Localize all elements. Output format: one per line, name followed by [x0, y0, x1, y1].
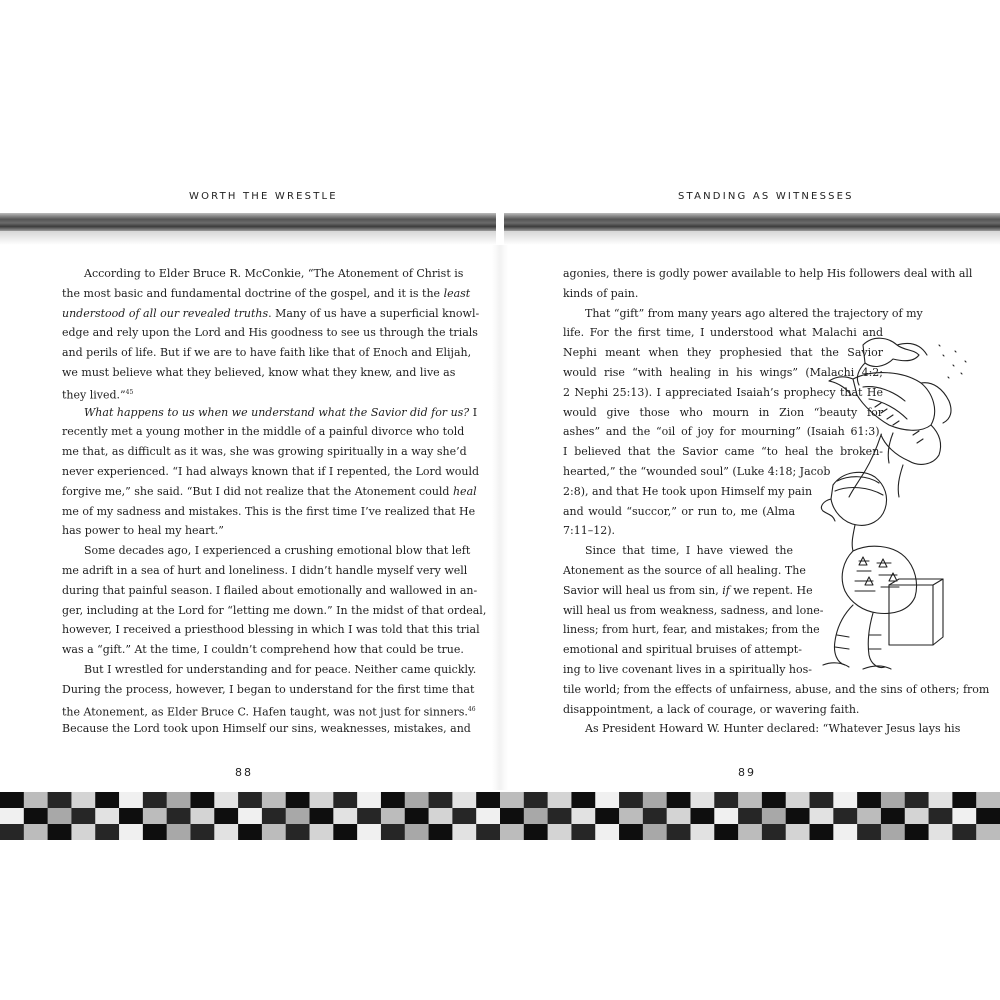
text-run: would give those who mourn in Zion “beauty for [563, 405, 883, 419]
checker-tile [524, 824, 548, 840]
checker-tile [881, 792, 905, 809]
checker-tile [690, 792, 714, 809]
text-run: during that painful season. I flailed about emotionally and wallowed in an- [62, 583, 478, 597]
checker-tile [857, 824, 881, 840]
checker-tile [143, 808, 167, 825]
text-run: will heal us from weakness, sadness, and lone- [563, 603, 824, 617]
checker-tile [714, 808, 738, 825]
checker-tile [190, 824, 214, 840]
checker-tile [214, 824, 238, 840]
checker-tile [24, 808, 48, 825]
text-run: me of my sadness and mistakes. This is the first time I’ve realized that He [62, 504, 476, 518]
checker-tile [833, 792, 857, 809]
checker-tile [452, 792, 476, 809]
checker-tile [286, 824, 310, 840]
checker-tile [643, 808, 667, 825]
text-run: me adrift in a sea of hurt and loneliness. I didn’t handle myself very well [62, 564, 468, 577]
text-run: however, I received a priesthood blessing in which I was told that this trial [62, 623, 480, 637]
checker-tile [262, 824, 286, 840]
checker-tile [476, 824, 500, 840]
checker-tile [738, 792, 762, 809]
checker-tile [357, 808, 381, 825]
checker-tile [119, 808, 143, 825]
checker-tile [333, 808, 357, 825]
rule-shadow-right [504, 231, 1000, 245]
text-run: 7:11–12). [563, 524, 615, 538]
checker-tile [333, 824, 357, 840]
checker-tile [857, 808, 881, 825]
text-run: As President Howard W. Hunter declared: “Whatever Jesus lays his [585, 722, 961, 736]
checker-tile [714, 824, 738, 840]
text-line [563, 266, 973, 281]
text-run: they lived.” [62, 388, 126, 402]
text-run: Because the Lord took upon Himself our sins, weaknesses, mistakes, and [62, 722, 471, 736]
text-run: Some decades ago, I experienced a crushing emotional blow that left [84, 544, 471, 558]
checker-tile [619, 824, 643, 840]
checker-tile [976, 792, 1000, 809]
checker-tile [857, 792, 881, 809]
text-line [563, 286, 937, 301]
checker-tile [429, 792, 453, 809]
footnote-ref: 46 [467, 705, 476, 713]
checker-tile [643, 792, 667, 809]
header-right: STANDING AS WITNESSES [678, 191, 854, 202]
checker-tile [429, 824, 453, 840]
checker-tile [952, 808, 976, 825]
text-line [62, 464, 480, 479]
text-line [62, 385, 440, 403]
text-run: the Atonement, as Elder Bruce C. Hafen taught, was not just for sinners. [62, 705, 468, 719]
checker-tile [762, 824, 786, 840]
checker-tile [214, 808, 238, 825]
text-run: has power to heal my heart.” [62, 524, 224, 538]
checker-tile [833, 808, 857, 825]
text-line [62, 583, 478, 598]
checker-tile [548, 792, 572, 809]
checker-tile [238, 808, 262, 825]
text-run: ashes” and the “oil of joy for mourning” (Isaiah 61:3). [563, 425, 883, 439]
checker-tile [167, 824, 191, 840]
text-line [62, 563, 468, 578]
text-run: 2 Nephi 25:13). I appreciated Isaiah’s prophecy that He [563, 385, 883, 399]
header-rule-right [504, 213, 1000, 231]
text-line [62, 444, 467, 459]
footnote-ref: 45 [125, 388, 134, 396]
text-line [563, 662, 813, 677]
checker-tile [71, 824, 95, 840]
text-run: recently met a young mother in the middle of a painful divorce who told [62, 425, 465, 439]
checker-tile [929, 824, 953, 840]
checker-tile [476, 808, 500, 825]
text-line [563, 464, 831, 479]
checker-tile [476, 792, 500, 809]
checker-tile [95, 808, 119, 825]
text-run: and perils of life. But if we are to have faith like that of Enoch and Elijah, [62, 346, 472, 360]
text-run: tile world; from the effects of unfairness, abuse, and the sins of others; from [563, 682, 990, 696]
checker-tile [48, 792, 72, 809]
checker-tile [762, 792, 786, 809]
checker-tile [262, 792, 286, 809]
text-line [62, 702, 476, 720]
text-run: I [469, 405, 478, 419]
checker-tile [571, 792, 595, 809]
text-run: was a “gift.” At the time, I couldn’t comprehend how that could be true. [62, 643, 464, 657]
checker-tile [119, 792, 143, 809]
text-run: But I wrestled for understanding and for peace. Neither came quickly. [84, 663, 477, 676]
checker-tile [810, 824, 834, 840]
text-line [563, 504, 795, 519]
text-run: ger, including at the Lord for “letting me down.” In the midst of that ordeal, [62, 603, 487, 617]
text-run: Savior will heal us from sin, [563, 583, 723, 597]
checker-tile [95, 824, 119, 840]
checker-tile [357, 824, 381, 840]
text-line [62, 682, 475, 697]
checker-tile [190, 792, 214, 809]
text-run: and would “succor,” or run to, me (Alma [563, 504, 795, 518]
checker-tile [333, 792, 357, 809]
text-line [62, 266, 464, 281]
checker-tile [143, 792, 167, 809]
text-line [563, 523, 795, 538]
checker-tile [690, 824, 714, 840]
checker-tile [381, 824, 405, 840]
text-run: emotional and spiritual bruises of attempt- [563, 643, 802, 657]
checker-tile [595, 824, 619, 840]
text-run: That “gift” from many years ago altered the trajectory of my [585, 306, 923, 320]
checker-tile [524, 808, 548, 825]
text-run: ing to live covenant lives in a spiritually hos- [563, 663, 813, 676]
checker-tile [500, 808, 524, 825]
checker-tile [143, 824, 167, 840]
checker-tile [71, 792, 95, 809]
checker-tile [667, 824, 691, 840]
checker-tile [833, 824, 857, 840]
text-line [62, 345, 472, 360]
text-line [62, 543, 471, 558]
checker-tile [929, 792, 953, 809]
checker-tile [714, 792, 738, 809]
checker-tile [595, 808, 619, 825]
text-run: if [722, 583, 730, 597]
checker-tile [786, 792, 810, 809]
checker-tile [381, 792, 405, 809]
text-line [563, 622, 820, 637]
text-line [62, 642, 464, 657]
text-line [563, 543, 793, 558]
text-run: agonies, there is godly power available to help His followers deal with all [563, 267, 973, 280]
checker-tile [762, 808, 786, 825]
text-line [62, 603, 487, 618]
checker-tile [571, 824, 595, 840]
checker-tile [690, 808, 714, 825]
checker-tile [452, 808, 476, 825]
checker-tile [238, 792, 262, 809]
text-line [62, 306, 480, 321]
text-run: me that, as difficult as it was, she was growing spiritually in a way she’d [62, 445, 467, 459]
text-line [563, 682, 990, 697]
checker-tile [405, 824, 429, 840]
text-run: never experienced. “I had always known that if I repented, the Lord would [62, 465, 480, 478]
text-run: we repent. He [729, 583, 813, 597]
checker-tile [0, 808, 24, 825]
text-run: 2:8), and that He took upon Himself my pain [563, 484, 813, 498]
checker-tile [952, 824, 976, 840]
checker-tile [48, 808, 72, 825]
checker-tile [881, 824, 905, 840]
checker-tile [24, 792, 48, 809]
text-run: liness; from hurt, fear, and mistakes; from the [563, 623, 820, 637]
checker-tile [595, 792, 619, 809]
text-line [563, 583, 813, 598]
text-run: hearted,” the “wounded soul” (Luke 4:18; Jacob [563, 465, 831, 478]
checker-tile [786, 824, 810, 840]
text-run: I believed that the Savior came “to heal the broken- [563, 445, 883, 459]
checker-tile [500, 792, 524, 809]
text-run: least [443, 286, 471, 300]
book-gutter [492, 245, 508, 790]
text-line [563, 563, 806, 578]
checker-tile [310, 792, 334, 809]
text-line [62, 504, 476, 519]
text-run: . Many of us have a superficial knowl- [268, 306, 480, 320]
checkerboard-border [0, 792, 1000, 840]
checker-tile [405, 808, 429, 825]
checker-tile [190, 808, 214, 825]
checker-tile [619, 808, 643, 825]
text-run: understood of all our revealed truths [62, 306, 269, 320]
checker-tile [286, 792, 310, 809]
header-rule-left [0, 213, 496, 231]
text-line [62, 405, 478, 420]
text-line [62, 286, 471, 301]
text-line [563, 484, 813, 499]
checker-tile [905, 792, 929, 809]
text-run: heal [452, 484, 477, 498]
checker-tile [357, 792, 381, 809]
text-line [563, 702, 937, 717]
text-run: we must believe what they believed, know what they knew, and live as [62, 366, 456, 379]
checker-tile [48, 824, 72, 840]
text-line [563, 603, 824, 618]
checker-tile [548, 808, 572, 825]
checker-tile [238, 824, 262, 840]
text-line [62, 325, 478, 340]
rule-shadow-left [0, 231, 496, 245]
checker-tile [929, 808, 953, 825]
checker-tile [786, 808, 810, 825]
checker-tile [381, 808, 405, 825]
checker-tile [429, 808, 453, 825]
checker-tile [452, 824, 476, 840]
text-line [62, 523, 440, 538]
text-run: disappointment, a lack of courage, or wavering faith. [563, 702, 860, 716]
illustration-icon [793, 315, 973, 675]
checker-tile [262, 808, 286, 825]
checker-tile [0, 792, 24, 809]
text-run: Nephi meant when they prophesied that the Savior [563, 346, 883, 360]
text-line [62, 424, 465, 439]
checker-tile [810, 792, 834, 809]
checker-tile [286, 808, 310, 825]
text-run: Atonement as the source of all healing. The [563, 564, 806, 577]
checker-tile [905, 808, 929, 825]
checker-tile [310, 808, 334, 825]
text-line [62, 622, 480, 637]
checker-tile [571, 808, 595, 825]
text-run: would rise “with healing in his wings” (Malachi 4:2; [563, 366, 883, 379]
text-run: kinds of pain. [563, 286, 639, 300]
text-line [62, 365, 456, 380]
page-number-right: 89 [738, 766, 756, 779]
text-line [62, 484, 477, 499]
page-number-left: 88 [235, 766, 253, 779]
text-line [563, 642, 802, 657]
checker-tile [643, 824, 667, 840]
text-run: What happens to us when we understand what the Savior did for us? [84, 405, 470, 419]
checker-tile [95, 792, 119, 809]
checker-tile [738, 824, 762, 840]
checker-tile [500, 824, 524, 840]
checker-tile [619, 792, 643, 809]
checker-tile [952, 792, 976, 809]
text-run: life. For the first time, I understood what Malachi and [563, 326, 883, 340]
checker-tile [810, 808, 834, 825]
checker-tile [976, 808, 1000, 825]
checker-tile [405, 792, 429, 809]
checker-tile [167, 808, 191, 825]
text-run: During the process, however, I began to understand for the first time that [62, 682, 475, 696]
header-left: WORTH THE WRESTLE [189, 191, 338, 202]
checker-tile [881, 808, 905, 825]
checker-tile [524, 792, 548, 809]
checker-tile [0, 824, 24, 840]
text-run: edge and rely upon the Lord and His goodness to see us through the trials [62, 326, 478, 340]
checker-tile [310, 824, 334, 840]
text-run: According to Elder Bruce R. McConkie, “The Atonement of Christ is [84, 267, 464, 280]
checker-tile [905, 824, 929, 840]
checker-tile [548, 824, 572, 840]
text-run: the most basic and fundamental doctrine of the gospel, and it is the [62, 286, 444, 300]
text-line [62, 721, 471, 736]
checker-tile [71, 808, 95, 825]
checker-tile [667, 792, 691, 809]
checker-tile [214, 792, 238, 809]
checker-tile [24, 824, 48, 840]
checker-tile [738, 808, 762, 825]
checker-tile [167, 792, 191, 809]
checker-tile [976, 824, 1000, 840]
text-run: forgive me,” she said. “But I did not realize that the Atonement could [62, 484, 453, 498]
checker-tile [119, 824, 143, 840]
text-run: Since that time, I have viewed the [585, 544, 793, 558]
text-line [563, 721, 961, 736]
text-line [62, 662, 477, 677]
checker-tile [667, 808, 691, 825]
